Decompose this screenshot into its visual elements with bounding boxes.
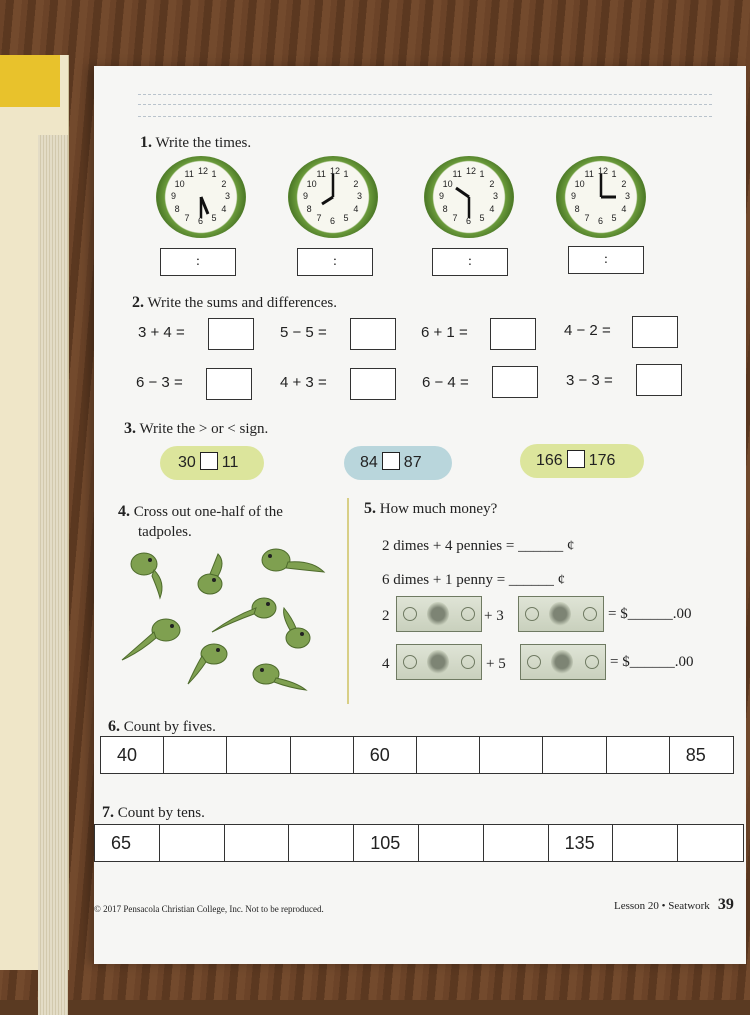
time-answer-box-2[interactable]: : xyxy=(297,248,373,276)
clock-numeral: 12 xyxy=(598,166,609,176)
clock-numeral: 4 xyxy=(489,203,495,214)
clock-3 xyxy=(424,156,514,238)
header-rule xyxy=(138,94,712,95)
count-cell: 85 xyxy=(685,745,706,765)
clock-numeral: 5 xyxy=(211,212,217,223)
clock-numeral: 9 xyxy=(171,191,177,201)
count-cell[interactable] xyxy=(417,737,480,773)
count-cell[interactable] xyxy=(678,825,743,861)
sum-answer-box[interactable] xyxy=(632,316,678,348)
tadpole xyxy=(284,608,310,648)
sum-answer-box[interactable] xyxy=(208,318,254,350)
sum-answer-box[interactable] xyxy=(350,318,396,350)
sum-answer-box[interactable] xyxy=(490,318,536,350)
clock-numeral: 3 xyxy=(493,191,499,201)
page-number: 39 xyxy=(717,896,734,913)
coin-sentence-2: 6 dimes + 1 penny = ______ ¢ xyxy=(382,572,566,588)
q6-heading: 6. Count by fives. xyxy=(108,718,216,735)
ten-dollar-bill xyxy=(396,596,482,632)
clock-numeral: 9 xyxy=(571,191,577,201)
compare-pill-3: 166 176 xyxy=(520,444,644,478)
clock-numeral: 8 xyxy=(306,203,312,214)
one-dollar-bill xyxy=(518,596,604,632)
count-cell[interactable] xyxy=(480,737,543,773)
count-cell: 135 xyxy=(549,825,614,861)
count-cell[interactable] xyxy=(225,825,290,861)
clock-numeral: 7 xyxy=(316,212,322,223)
equation: 6 − 3 = xyxy=(136,374,183,391)
page-edges xyxy=(38,135,68,1015)
sum-answer-box[interactable] xyxy=(350,368,396,400)
count-cell[interactable] xyxy=(607,737,670,773)
clock-numeral: 3 xyxy=(357,191,363,201)
equation: 3 + 4 = xyxy=(138,324,185,341)
count-cell[interactable] xyxy=(484,825,549,861)
count-by-tens-grid xyxy=(94,824,744,862)
worksheet-page xyxy=(94,66,746,964)
clock-numeral: 12 xyxy=(330,166,341,176)
bill-count: 4 xyxy=(382,656,390,672)
count-cell[interactable] xyxy=(613,825,678,861)
section-divider xyxy=(347,498,349,704)
difference-answer-box[interactable] xyxy=(492,366,538,398)
clock-numeral: 1 xyxy=(479,169,485,180)
clock-numeral: 6 xyxy=(198,216,204,226)
sign-box[interactable] xyxy=(567,450,585,468)
count-cell: 40 xyxy=(101,737,164,773)
clock-numeral: 11 xyxy=(452,169,462,180)
clock-numeral: 6 xyxy=(598,216,604,226)
clock-numeral: 3 xyxy=(225,191,231,201)
header-rule xyxy=(138,104,712,105)
count-cell[interactable] xyxy=(419,825,484,861)
clock-numeral: 7 xyxy=(184,212,190,223)
compare-pill-2: 84 87 xyxy=(344,446,452,480)
count-cell[interactable] xyxy=(227,737,290,773)
clock-2 xyxy=(288,156,378,238)
sign-box[interactable] xyxy=(200,452,218,470)
clock-numeral: 5 xyxy=(479,212,485,223)
clock-numeral: 4 xyxy=(221,203,227,214)
clock-numeral: 10 xyxy=(442,178,453,189)
clock-numeral: 7 xyxy=(584,212,590,223)
q4-heading: 4. Cross out one-half of the tadpoles. xyxy=(118,503,283,540)
clock-numeral: 5 xyxy=(343,212,349,223)
clock-numeral: 9 xyxy=(303,191,309,201)
equation: 3 − 3 = xyxy=(566,372,613,389)
clock-numeral: 10 xyxy=(306,178,317,189)
difference-answer-box[interactable] xyxy=(206,368,252,400)
count-cell: 65 xyxy=(95,825,160,861)
time-answer-box-3[interactable]: : xyxy=(432,248,508,276)
clock-numeral: 4 xyxy=(621,203,627,214)
clock-numeral: 7 xyxy=(452,212,458,223)
lesson-footer: Lesson 20 • Seatwork 39 xyxy=(614,896,734,913)
copyright-notice: © 2017 Pensacola Christian College, Inc. Not to be reproduced. xyxy=(94,904,324,914)
equation: 4 − 2 = xyxy=(564,322,611,339)
count-cell[interactable] xyxy=(164,737,227,773)
count-cell[interactable] xyxy=(160,825,225,861)
clock-numeral: 11 xyxy=(316,169,326,180)
time-answer-box-4[interactable]: : xyxy=(568,246,644,274)
clock-numeral: 1 xyxy=(343,169,349,180)
difference-answer-box[interactable] xyxy=(636,364,682,396)
clock-numeral: 1 xyxy=(211,169,217,180)
clock-4 xyxy=(556,156,646,238)
clock-numeral: 10 xyxy=(574,178,585,189)
tadpole xyxy=(198,554,222,594)
dollar-answer[interactable]: = $______.00 xyxy=(608,606,692,622)
clock-numeral: 12 xyxy=(198,166,209,176)
compare-pill-1: 30 11 xyxy=(160,446,264,480)
clock-numeral: 1 xyxy=(611,169,617,180)
q5-heading: 5. How much money? xyxy=(364,500,498,517)
count-cell[interactable] xyxy=(543,737,606,773)
clock-numeral: 8 xyxy=(574,203,580,214)
yellow-cover xyxy=(0,55,60,107)
clock-numeral: 11 xyxy=(584,169,594,180)
q7-heading: 7. Count by tens. xyxy=(102,804,205,821)
clock-numeral: 11 xyxy=(184,169,194,180)
tadpole xyxy=(262,549,324,572)
header-rule xyxy=(138,116,712,117)
count-cell: 60 xyxy=(354,737,417,773)
tadpole xyxy=(253,664,306,690)
equation: 6 + 1 = xyxy=(421,324,468,341)
clock-numeral: 2 xyxy=(353,178,359,189)
dollar-answer[interactable]: = $______.00 xyxy=(610,654,694,670)
count-cell[interactable] xyxy=(291,737,354,773)
tadpole xyxy=(131,553,162,598)
sign-box[interactable] xyxy=(382,452,400,470)
bill-count: + 3 xyxy=(484,608,504,624)
clock-numeral: 12 xyxy=(466,166,477,176)
count-cell: 105 xyxy=(354,825,419,861)
coin-sentence-1: 2 dimes + 4 pennies = ______ ¢ xyxy=(382,538,575,554)
count-by-fives-grid xyxy=(100,736,734,774)
bill-count: + 5 xyxy=(486,656,506,672)
clock-numeral: 6 xyxy=(330,216,336,226)
clock-numeral: 2 xyxy=(221,178,227,189)
q2-heading: 2. Write the sums and differences. xyxy=(132,294,337,311)
clock-1 xyxy=(156,156,246,238)
equation: 6 − 4 = xyxy=(422,374,469,391)
clock-numeral: 2 xyxy=(489,178,495,189)
clock-numeral: 8 xyxy=(174,203,180,214)
tadpole xyxy=(188,644,227,684)
clock-numeral: 2 xyxy=(621,178,627,189)
q1-heading: 1. Write the times. xyxy=(140,134,252,151)
clock-numeral: 10 xyxy=(174,178,185,189)
clock-numeral: 9 xyxy=(439,191,445,201)
count-cell[interactable] xyxy=(289,825,354,861)
time-answer-box-1[interactable]: : xyxy=(160,248,236,276)
left-page-edge xyxy=(0,55,69,970)
q3-heading: 3. Write the > or < sign. xyxy=(124,420,269,437)
clock-numeral: 3 xyxy=(625,191,631,201)
clock-numeral: 6 xyxy=(466,216,472,226)
clock-numeral: 8 xyxy=(442,203,448,214)
clock-numeral: 4 xyxy=(353,203,359,214)
equation: 5 − 5 = xyxy=(280,324,327,341)
one-dollar-bill xyxy=(520,644,606,680)
bill-count: 2 xyxy=(382,608,390,624)
ten-dollar-bill xyxy=(396,644,482,680)
equation: 4 + 3 = xyxy=(280,374,327,391)
tadpoles-illustration xyxy=(114,542,334,702)
clock-numeral: 5 xyxy=(611,212,617,223)
